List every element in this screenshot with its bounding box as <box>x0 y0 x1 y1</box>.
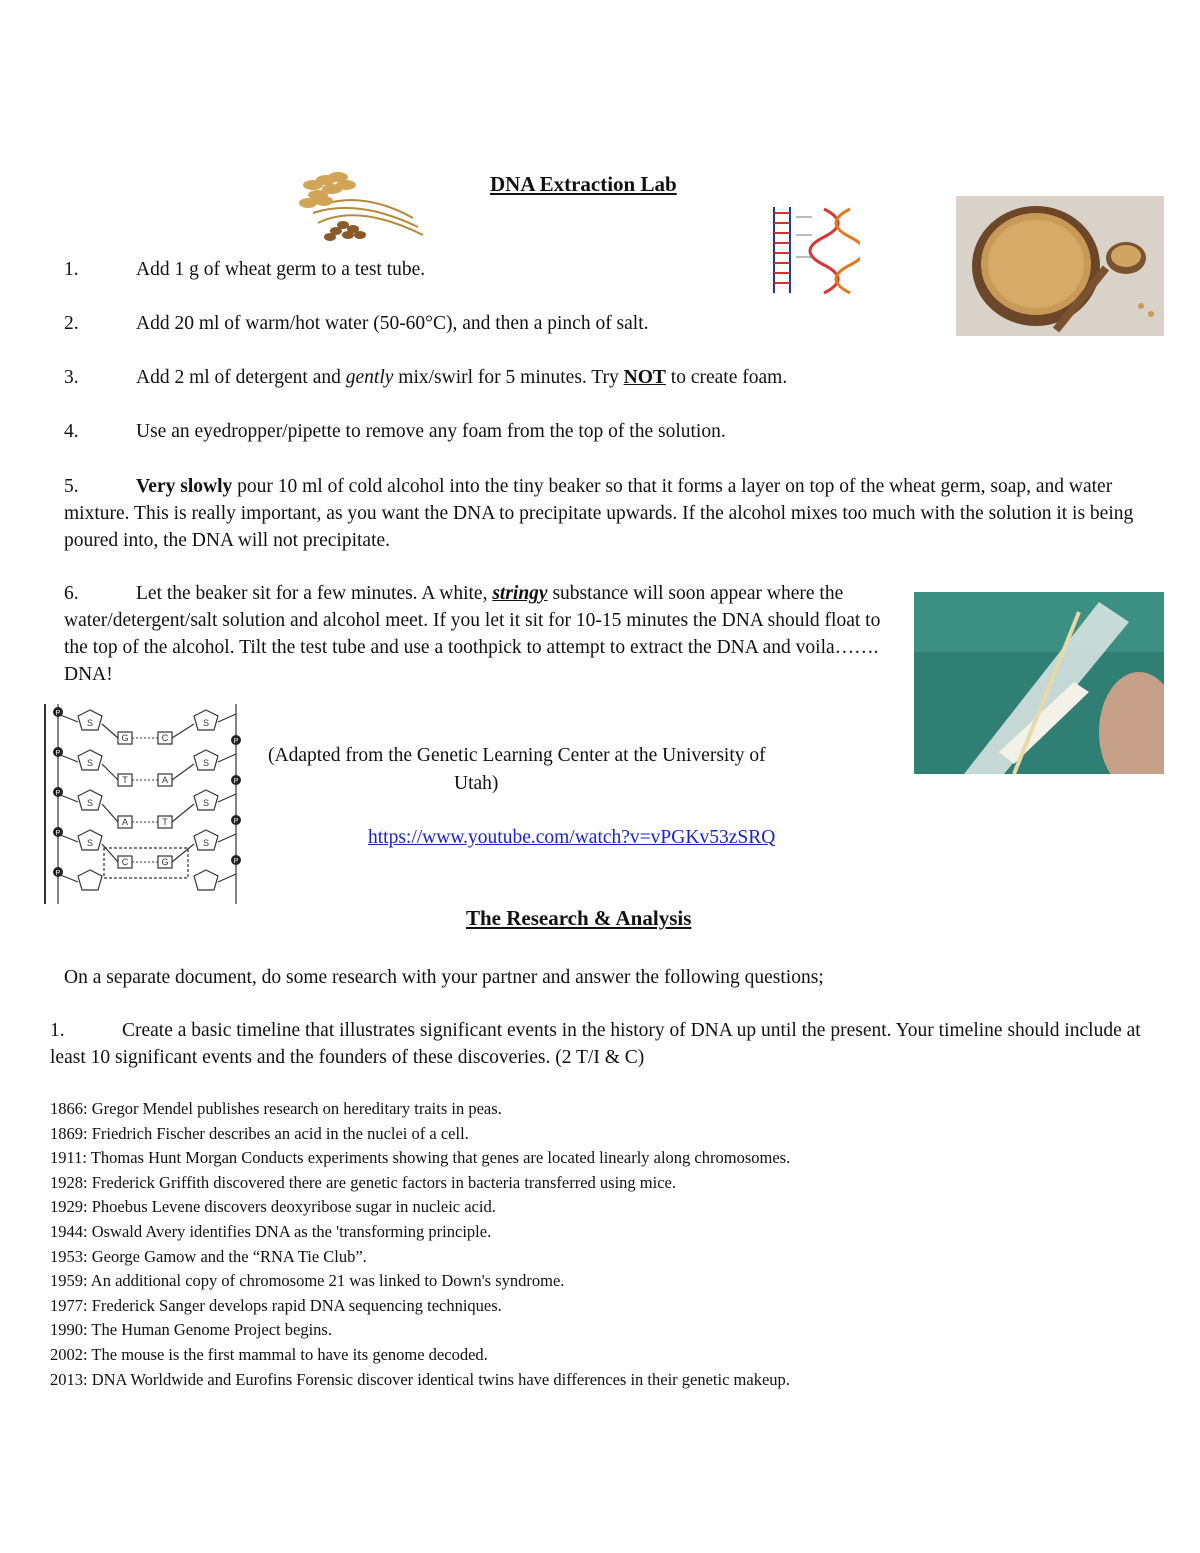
dna-helix-image <box>768 205 860 297</box>
research-title: The Research & Analysis <box>466 906 692 930</box>
emphasis-very-slowly: Very slowly <box>136 476 233 497</box>
dna-history-timeline <box>50 1097 1170 1392</box>
timeline-entry: 1911: Thomas Hunt Morgan Conducts experiments showing that genes are located linearly along chromosomes. <box>50 1148 791 1168</box>
base-label: C <box>121 857 129 867</box>
test-tube-dna-photo <box>914 592 1164 774</box>
sugar-label: S <box>86 838 94 848</box>
step-text: substance will soon appear where the water/detergent/salt solution and alcohol meet. If you let it sit for 10-15 minutes the DNA should float to the top of the alcohol. Tilt the test tube and use a toothpick to attempt to extract the DNA and voila……. DNA! <box>64 583 881 685</box>
step-4 <box>64 418 726 445</box>
credit-line-2: Utah) <box>454 773 499 794</box>
step-number: 4. <box>64 421 79 442</box>
phosphate-label: P <box>55 750 61 757</box>
emphasis-not: NOT <box>623 367 666 388</box>
sugar-label: S <box>202 758 210 768</box>
step-1 <box>64 256 425 283</box>
base-label: A <box>161 775 169 785</box>
timeline-entry: 2002: The mouse is the first mammal to have its genome decoded. <box>50 1344 488 1364</box>
sugar-label: S <box>202 838 210 848</box>
wheat-image <box>288 163 428 243</box>
step-text: Let the beaker sit for a few minutes. A white, <box>136 583 493 604</box>
step-6 <box>64 580 904 688</box>
timeline-entry: 1990: The Human Genome Project begins. <box>50 1320 332 1340</box>
step-text: Add 2 ml of detergent and <box>136 367 346 388</box>
sugar-label: S <box>202 798 210 808</box>
base-label: T <box>162 817 168 827</box>
emphasis-stringy: stringy <box>492 583 548 604</box>
step-2 <box>64 310 649 337</box>
step-number: 2. <box>64 313 79 334</box>
timeline-entry: 1869: Friedrich Fischer describes an acid in the nuclei of a cell. <box>50 1123 469 1143</box>
emphasis-gently: gently <box>345 367 394 388</box>
question-text: Create a basic timeline that illustrates significant events in the history of DNA up until the present. Your timeline should include at least 10 significant events and the founders of these discoveries. (2 T/I & C) <box>50 1020 1141 1068</box>
phosphate-label: P <box>233 738 239 745</box>
phosphate-label: P <box>55 790 61 797</box>
timeline-entry: 1929: Phoebus Levene discovers deoxyribose sugar in nucleic acid. <box>50 1197 496 1217</box>
dna-structure-diagram <box>44 704 246 904</box>
phosphate-label: P <box>55 830 61 837</box>
base-label: A <box>121 817 129 827</box>
lab-title: DNA Extraction Lab <box>490 172 677 196</box>
phosphate-label: P <box>55 870 61 877</box>
youtube-link[interactable]: https://www.youtube.com/watch?v=vPGKv53zSRQ <box>368 827 776 848</box>
step-text: to create foam. <box>665 367 788 388</box>
timeline-entry: 1866: Gregor Mendel publishes research on hereditary traits in peas. <box>50 1099 502 1118</box>
timeline-entry: 2013: DNA Worldwide and Eurofins Forensic discover identical twins have differences in their genetic makeup. <box>50 1369 790 1389</box>
step-3 <box>64 364 787 391</box>
sugar-label: S <box>86 758 94 768</box>
step-number: 6. <box>64 583 79 604</box>
step-number: 3. <box>64 367 79 388</box>
wheat-germ-bowl-photo <box>956 196 1164 336</box>
base-label: T <box>122 775 128 785</box>
phosphate-label: P <box>233 778 239 785</box>
timeline-entry: 1959: An additional copy of chromosome 21 was linked to Down's syndrome. <box>50 1271 565 1291</box>
timeline-entry: 1928: Frederick Griffith discovered there are genetic factors in bacteria transferred using mice. <box>50 1172 676 1192</box>
timeline-entry: 1953: George Gamow and the “RNA Tie Club”. <box>50 1246 367 1266</box>
research-question-1 <box>50 1017 1160 1071</box>
research-intro: On a separate document, do some research with your partner and answer the following questions; <box>64 967 824 988</box>
sugar-label: S <box>86 798 94 808</box>
base-label: C <box>161 733 169 743</box>
step-5 <box>64 473 1164 554</box>
sugar-label: S <box>86 718 94 728</box>
step-text: Add 20 ml of warm/hot water (50-60°C), and then a pinch of salt. <box>136 313 649 334</box>
timeline-entry: 1944: Oswald Avery identifies DNA as the 'transforming principle. <box>50 1221 492 1241</box>
timeline-entry: 1977: Frederick Sanger develops rapid DNA sequencing techniques. <box>50 1295 502 1315</box>
credit-line-1: (Adapted from the Genetic Learning Center at the University of <box>268 745 766 766</box>
phosphate-label: P <box>233 818 239 825</box>
step-text: pour 10 ml of cold alcohol into the tiny beaker so that it forms a layer on top of the wheat germ, soap, and water mixture. This is really important, as you want the DNA to precipitate upwards. If the alcohol mixes too much with the solution it is being poured into, the DNA will not precipitate. <box>64 476 1134 551</box>
question-number: 1. <box>50 1020 65 1041</box>
step-text: mix/swirl for 5 minutes. Try <box>393 367 624 388</box>
step-number: 1. <box>64 259 79 280</box>
step-number: 5. <box>64 476 79 497</box>
sugar-label: S <box>202 718 210 728</box>
base-label: G <box>161 857 169 867</box>
step-text: Add 1 g of wheat germ to a test tube. <box>136 259 426 280</box>
base-label: G <box>121 733 129 743</box>
phosphate-label: P <box>233 858 239 865</box>
step-text: Use an eyedropper/pipette to remove any foam from the top of the solution. <box>136 421 726 442</box>
phosphate-label: P <box>55 710 61 717</box>
